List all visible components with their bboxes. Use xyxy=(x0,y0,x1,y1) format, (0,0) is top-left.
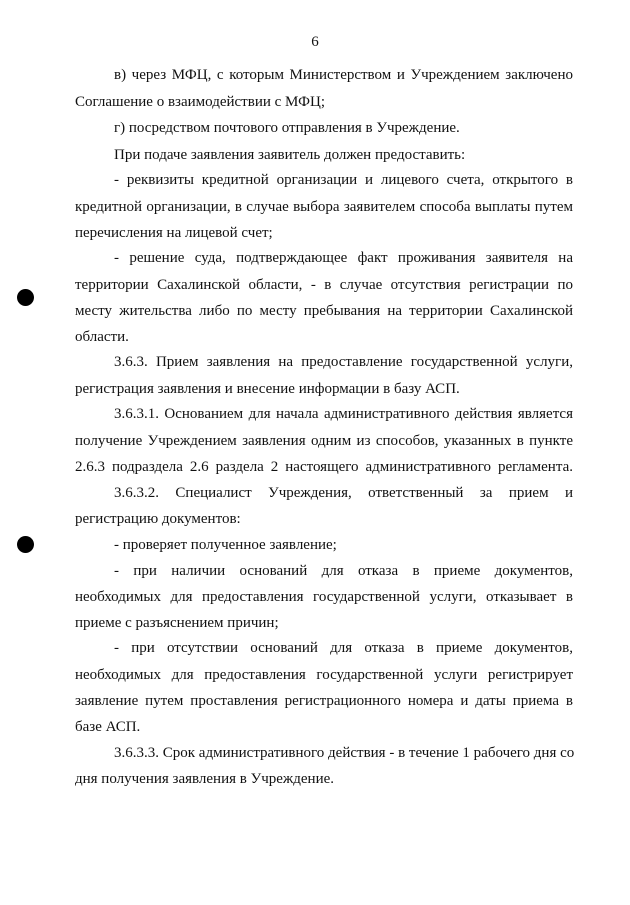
text-line: 3.6.3. Прием заявления на предоставление государственной услуги, xyxy=(114,354,573,370)
text-line: 2.6.3 подраздела 2.6 раздела 2 настоящего административного регламента. xyxy=(75,459,573,475)
text-line: необходимых для предоставления государственной услуги регистрирует xyxy=(75,667,573,683)
text-line: приеме с разъяснением причин; xyxy=(75,615,279,631)
text-line: - проверяет полученное заявление; xyxy=(114,537,337,553)
text-line: области. xyxy=(75,329,129,345)
text-line: кредитной организации, в случае выбора заявителем способа выплаты путем xyxy=(75,199,573,215)
text-line: месту жительства либо по месту пребывания на территории Сахалинской xyxy=(75,303,573,319)
text-line: - реквизиты кредитной организации и лицевого счета, открытого в xyxy=(114,172,573,188)
text-line: 3.6.3.3. Срок административного действия - в течение 1 рабочего дня со xyxy=(114,745,575,761)
punch-hole-bottom xyxy=(17,536,34,553)
text-line: - решение суда, подтверждающее факт проживания заявителя на xyxy=(114,250,573,266)
punch-hole-top xyxy=(17,289,34,306)
text-line: дня получения заявления в Учреждение. xyxy=(75,771,335,787)
page-number: 6 xyxy=(311,34,319,50)
text-line: территории Сахалинской области, - в случае отсутствия регистрации по xyxy=(75,277,573,293)
text-line: - при наличии оснований для отказа в приеме документов, xyxy=(114,563,573,579)
text-line: базе АСП. xyxy=(75,719,141,735)
text-line: Соглашение о взаимодействии с МФЦ; xyxy=(75,94,326,110)
text-line: При подаче заявления заявитель должен предоставить: xyxy=(114,147,466,163)
text-line: 3.6.3.2. Специалист Учреждения, ответственный за прием и xyxy=(114,485,573,501)
text-line: в) через МФЦ, с которым Министерством и Учреждением заключено xyxy=(114,67,573,83)
text-line: необходимых для предоставления государственной услуги, отказывает в xyxy=(75,589,573,605)
text-line: г) посредством почтового отправления в Учреждение. xyxy=(114,120,460,136)
text-line: - при отсутствии оснований для отказа в приеме документов, xyxy=(114,640,573,656)
text-line: 3.6.3.1. Основанием для начала административного действия является xyxy=(114,406,573,422)
text-line: заявление путем проставления регистрационного номера и даты приема в xyxy=(75,693,573,709)
text-line: перечисления на лицевой счет; xyxy=(75,225,273,241)
text-line: получение Учреждением заявления одним из способов, указанных в пункте xyxy=(75,433,573,449)
text-line: регистрацию документов: xyxy=(75,511,241,527)
text-line: регистрация заявления и внесение информации в базу АСП. xyxy=(75,381,460,397)
